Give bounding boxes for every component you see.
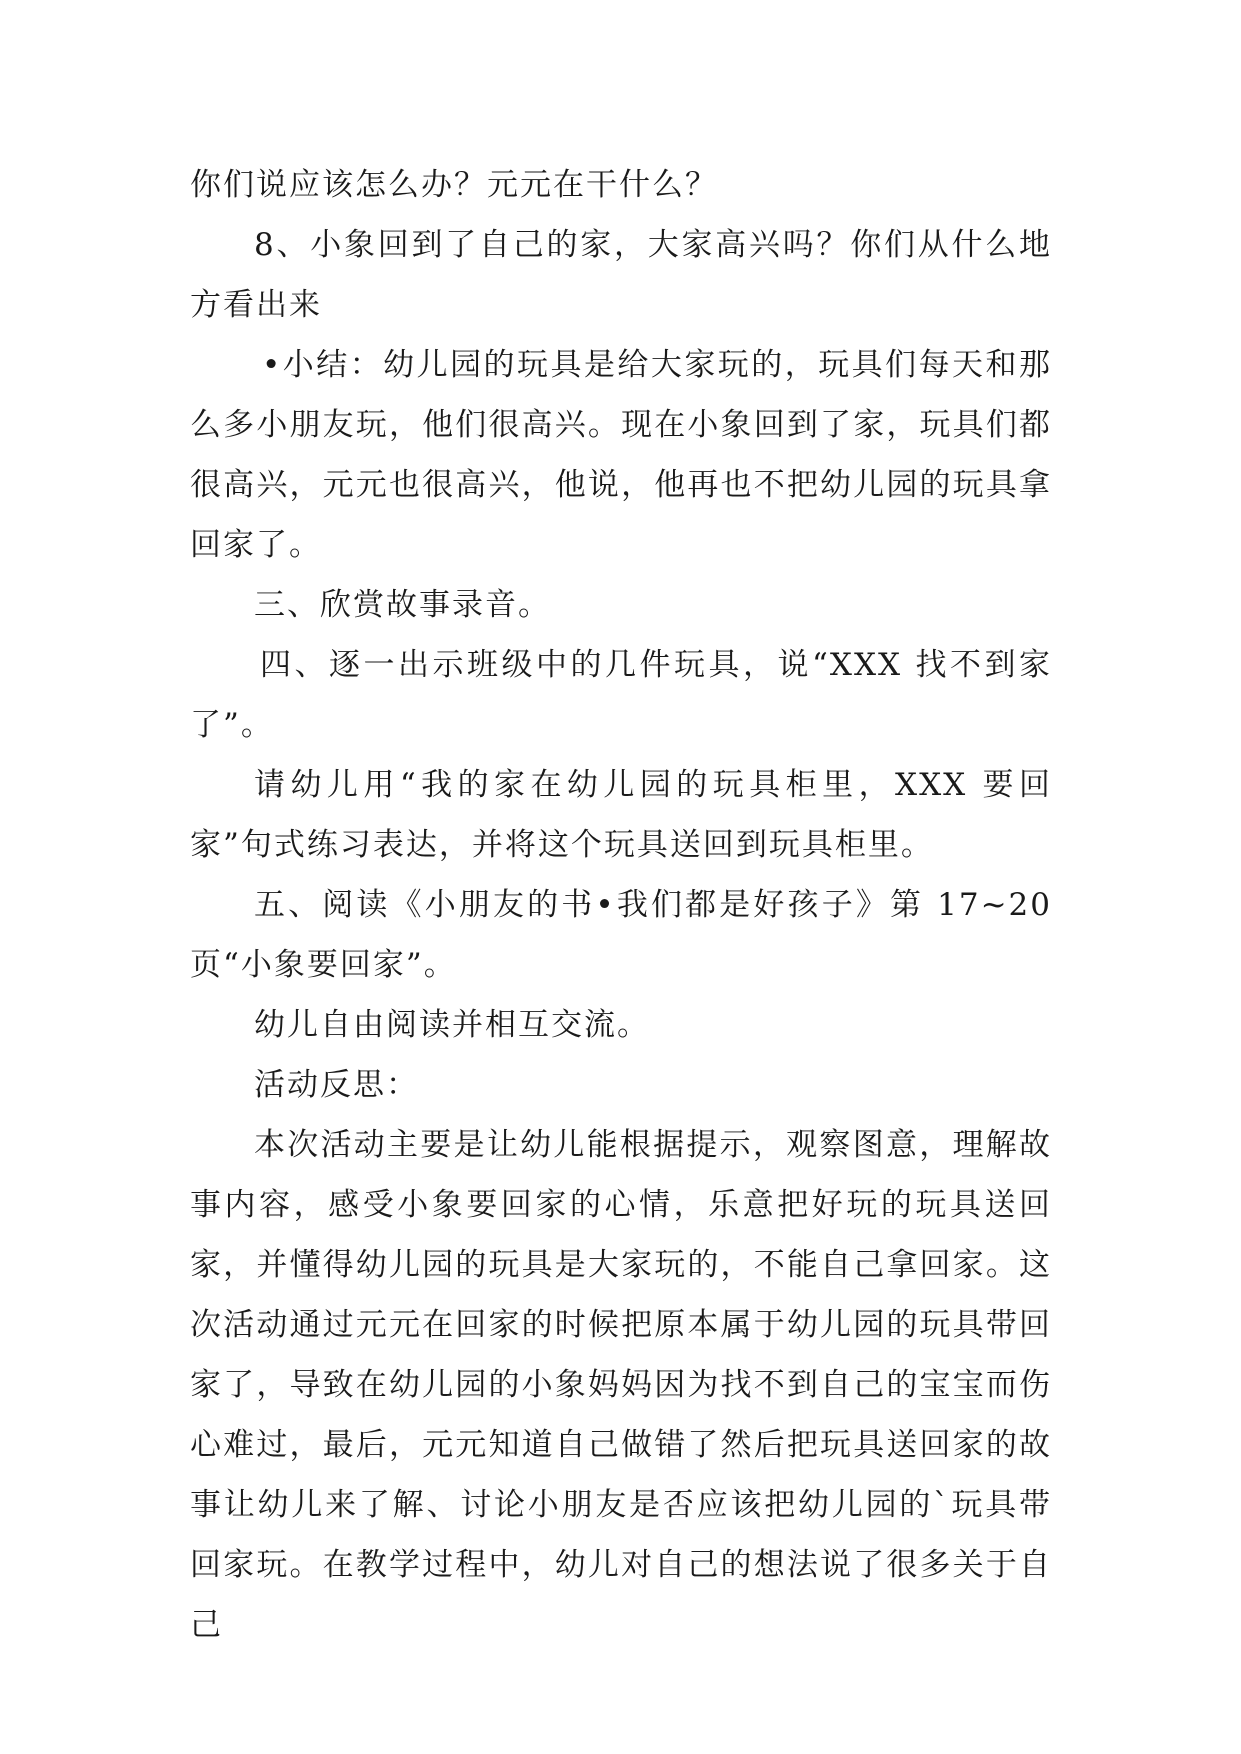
paragraph-item-8: 8、小象回到了自己的家，大家高兴吗？你们从什么地方看出来 <box>190 227 1052 323</box>
paragraph-continuation: 你们说应该怎么办？元元在干什么？ <box>190 167 718 203</box>
paragraph-reflection-heading: 活动反思： <box>254 1067 419 1103</box>
paragraph-practice: 请幼儿用“我的家在幼儿园的玩具柜里，XXX 要回家”句式练习表达，并将这个玩具送回到玩具柜里。 <box>190 767 1052 863</box>
document-body <box>190 155 1052 1655</box>
paragraph-section-4: 四、逐一出示班级中的几件玩具，说“XXX 找不到家了”。 <box>190 647 1052 743</box>
paragraph-section-3: 三、欣赏故事录音。 <box>254 587 551 623</box>
paragraph-reflection-body: 本次活动主要是让幼儿能根据提示，观察图意，理解故事内容，感受小象要回家的心情，乐意把好玩的玩具送回家，并懂得幼儿园的玩具是大家玩的，不能自己拿回家。这次活动通过元元在回家的时候把原本属于幼儿园的玩具带回家了，导致在幼儿园的小象妈妈因为找不到自己的宝宝而伤心难过，最后，元元知道自己做错了然后把玩具送回家的故事让幼儿来了解、讨论小朋友是否应该把幼儿园的`玩具带回家玩。在教学过程中，幼儿对自己的想法说了很多关于自己 <box>190 1127 1052 1643</box>
paragraph-section-5: 五、阅读《小朋友的书•我们都是好孩子》第 17~20 页“小象要回家”。 <box>190 887 1052 983</box>
paragraph-free-reading: 幼儿自由阅读并相互交流。 <box>254 1007 650 1043</box>
paragraph-summary: •小结：幼儿园的玩具是给大家玩的，玩具们每天和那么多小朋友玩，他们很高兴。现在小象回到了家，玩具们都很高兴，元元也很高兴，他说，他再也不把幼儿园的玩具拿回家了。 <box>190 347 1052 563</box>
